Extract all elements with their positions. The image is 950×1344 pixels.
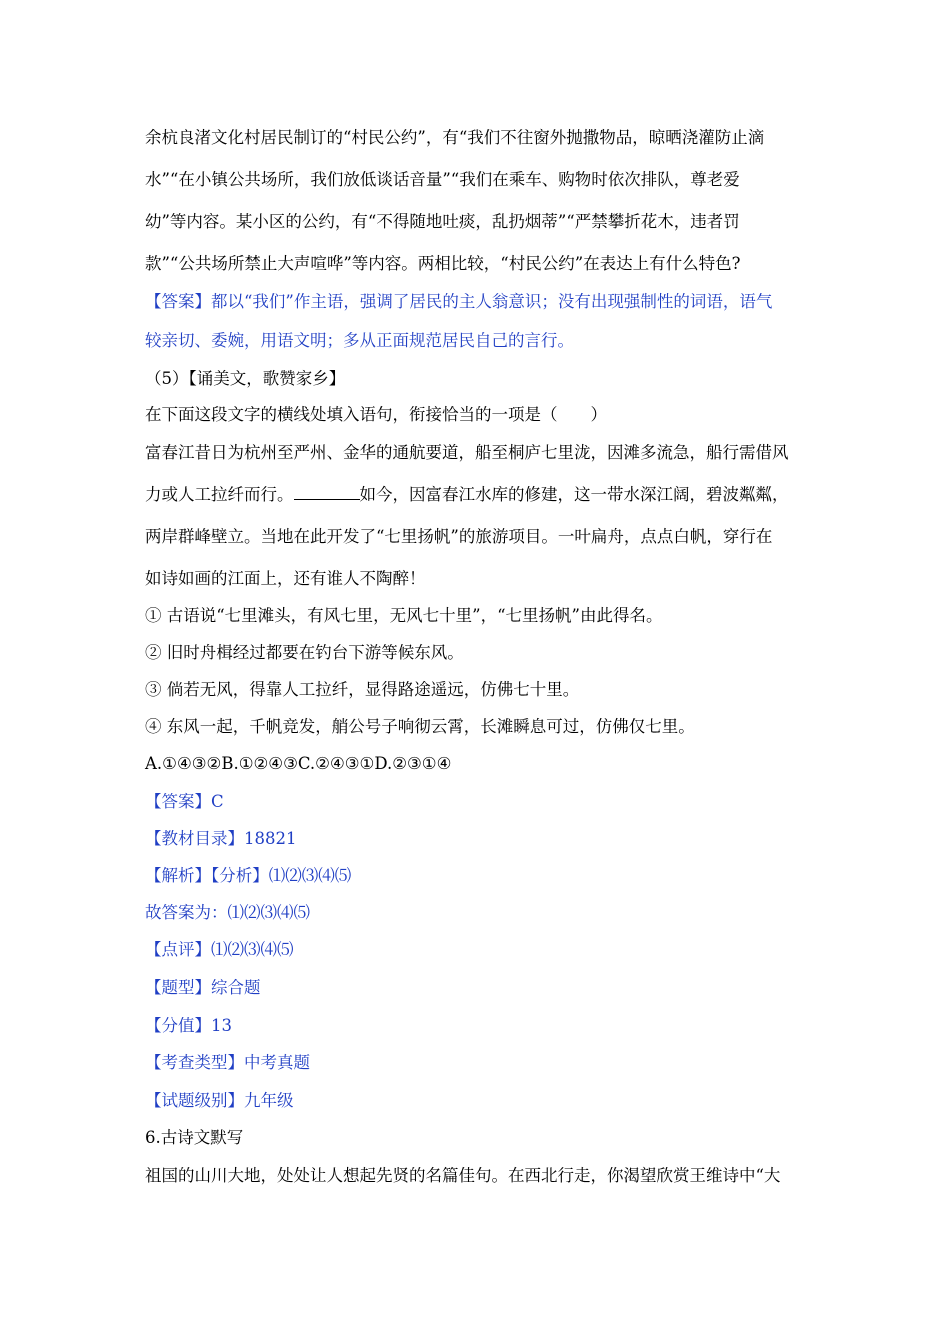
- meta-comment: 【点评】⑴⑵⑶⑷⑸: [145, 940, 294, 959]
- meta-answer: 【答案】C: [145, 792, 224, 811]
- q5-choices: A.①④③②B.①②④③C.②④③①D.②③①④: [145, 754, 452, 773]
- q6-heading: 6.古诗文默写: [145, 1128, 244, 1147]
- q4-text-line-1: 余杭良渚文化村居民制订的“村民公约”，有“我们不往窗外抛撒物品，晾晒浇灌防止滴: [145, 128, 765, 147]
- q5-prompt: 在下面这段文字的横线处填入语句，衔接恰当的一项是（ ）: [145, 405, 607, 424]
- q6-text-line-1: 祖国的山川大地，处处让人想起先贤的名篇佳句。在西北行走，你渴望欣赏王维诗中“大: [145, 1166, 781, 1185]
- meta-type: 【题型】综合题: [145, 978, 261, 997]
- q4-answer-line-2: 较亲切、委婉，用语文明；多从正面规范居民自己的言行。: [145, 331, 574, 350]
- meta-analysis: 【解析】【分析】⑴⑵⑶⑷⑸: [145, 866, 352, 885]
- q4-text-line-2: 水”“在小镇公共场所，我们放低谈话音量”“我们在乘车、购物时依次排队，尊老爱: [145, 170, 740, 189]
- q5-passage-line-1: 富春江昔日为杭州至严州、金华的通航要道，船至桐庐七里泷，因滩多流急，船行需借风: [145, 443, 789, 462]
- q4-text-line-3: 幼”等内容。某小区的公约，有“不得随地吐痰，乱扔烟蒂”“严禁攀折花木，违者罚: [145, 212, 740, 231]
- meta-catalog: 【教材目录】18821: [145, 829, 297, 848]
- q4-text-line-4: 款”“公共场所禁止大声喧哗”等内容。两相比较，“村民公约”在表达上有什么特色?: [145, 254, 741, 273]
- meta-score: 【分值】13: [145, 1016, 232, 1035]
- q4-answer-line-1: [145, 292, 772, 312]
- meta-level: 【试题级别】九年级: [145, 1091, 294, 1110]
- passage-before-blank: 力或人工拉纤而行。: [145, 485, 294, 504]
- meta-conclusion: 故答案为：⑴⑵⑶⑷⑸: [145, 903, 310, 922]
- fill-in-blank: [294, 485, 360, 500]
- q5-option-4: ④ 东风一起，千帆竞发，艄公号子响彻云霄，长滩瞬息可过，仿佛仅七里。: [145, 717, 695, 736]
- answer-label: 【答案】: [145, 292, 211, 311]
- passage-after-blank: 如今，因富春江水库的修建，这一带水深江阔，碧波粼粼，: [359, 485, 789, 504]
- q5-option-1: ① 古语说“七里滩头，有风七里，无风七十里”，“七里扬帆”由此得名。: [145, 606, 663, 625]
- meta-exam-type: 【考查类型】中考真题: [145, 1053, 310, 1072]
- q5-heading: （5）【诵美文，歌赞家乡】: [145, 369, 346, 388]
- answer-text: 都以“我们”作主语，强调了居民的主人翁意识；没有出现强制性的词语，语气: [211, 292, 773, 311]
- q5-option-3: ③ 倘若无风，得靠人工拉纤，显得路途遥远，仿佛七十里。: [145, 680, 580, 699]
- q5-option-2: ② 旧时舟楫经过都要在钓台下游等候东风。: [145, 643, 464, 662]
- q5-passage-line-4: 如诗如画的江面上，还有谁人不陶醉！: [145, 569, 426, 588]
- q5-passage-line-2: [145, 485, 789, 505]
- q5-passage-line-3: 两岸群峰壁立。当地在此开发了“七里扬帆”的旅游项目。一叶扁舟，点点白帆，穿行在: [145, 527, 773, 546]
